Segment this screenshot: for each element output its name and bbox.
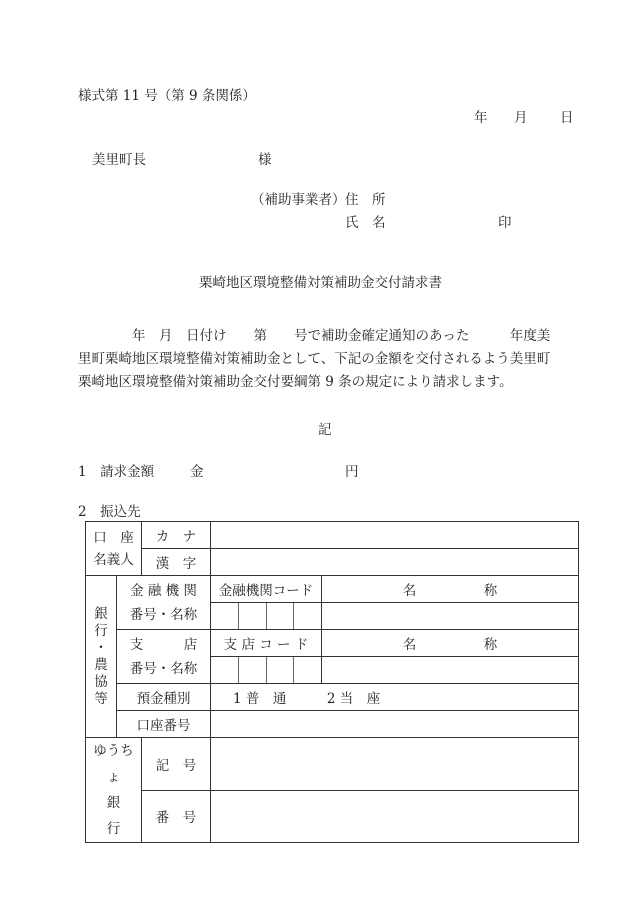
date-day: 日 (560, 110, 574, 126)
financial-name-field[interactable] (322, 603, 579, 630)
ki-heading: 記 (318, 422, 332, 438)
branch-name-label: 名 称 (322, 630, 579, 657)
item1-label: 1 請求金額 (78, 464, 155, 480)
account-number-label: 口座番号 (117, 711, 211, 738)
bangou-label: 番 号 (142, 790, 211, 843)
financial-institution-label: 金 融 機 関 番号・名称 (117, 576, 211, 630)
date-month: 月 (514, 110, 528, 126)
financial-name-label: 名 称 (322, 576, 579, 603)
kanji-label: 漢 字 (142, 549, 211, 576)
body-line: 年 月 日付け 第 号で補助金確定通知のあった 年度美 (78, 328, 551, 344)
item2-label: 2 振込先 (78, 504, 141, 520)
account-holder-label: 口 座 名義人 (86, 522, 142, 576)
deposit-type-options[interactable]: 1 普 通 2 当 座 (211, 684, 579, 711)
addressee-honorific: 様 (258, 152, 272, 168)
branch-label: 支 店 番号・名称 (117, 630, 211, 684)
financial-code-boxes[interactable] (211, 603, 322, 630)
kana-field[interactable] (211, 522, 579, 549)
body-line: 里町栗崎地区環境整備対策補助金として、下記の金額を交付されるよう美里町 (78, 351, 551, 367)
item1-yen: 円 (345, 464, 359, 480)
account-number-field[interactable] (211, 711, 579, 738)
branch-code-boxes[interactable] (211, 657, 322, 684)
kanji-field[interactable] (211, 549, 579, 576)
applicant-label: （補助事業者） (251, 192, 346, 208)
form-number: 様式第 11 号（第 9 条関係） (78, 88, 256, 104)
date-year: 年 (474, 110, 488, 126)
kigou-label: 記 号 (142, 738, 211, 791)
body-text (78, 325, 578, 394)
financial-code-label: 金融機関コード (211, 576, 322, 603)
address-label: 住 所 (345, 192, 386, 208)
branch-code-label: 支 店 コ ー ド (211, 630, 322, 657)
bank-group-label: 銀 行 ・ 農 協 等 (86, 576, 117, 738)
bangou-field[interactable] (211, 790, 579, 843)
name-label: 氏 名 (345, 215, 386, 231)
body-line: 栗崎地区環境整備対策補助金交付要綱第 9 条の規定により請求します。 (78, 374, 513, 390)
deposit-type-label: 預金種別 (117, 684, 211, 711)
branch-name-field[interactable] (322, 657, 579, 684)
kigou-field[interactable] (211, 738, 579, 791)
addressee-name: 美里町長 (92, 152, 146, 168)
bank-transfer-table (85, 521, 579, 843)
document-title: 栗崎地区環境整備対策補助金交付請求書 (199, 275, 442, 291)
kana-label: カ ナ (142, 522, 211, 549)
seal-mark: 印 (498, 215, 512, 231)
yucho-label: ゆうちょ 銀 行 (86, 738, 142, 843)
item1-kin: 金 (190, 464, 204, 480)
